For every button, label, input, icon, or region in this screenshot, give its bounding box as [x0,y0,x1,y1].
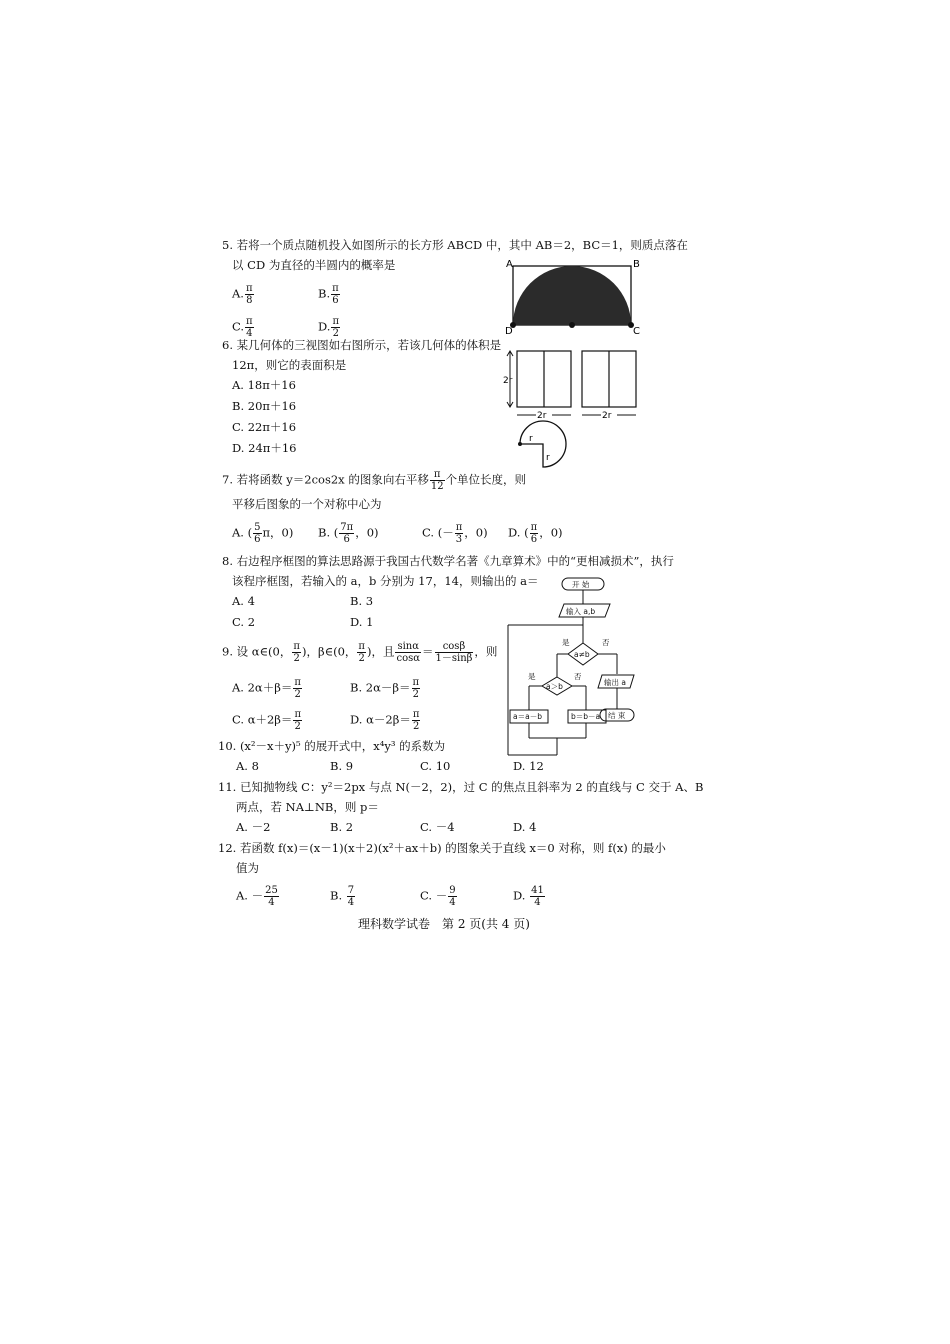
q6-option-c[interactable]: C. 22π＋16 [232,420,297,434]
q7-line1: 7. 若将函数 y＝2cos2x 的图象向右平移 $\frac{\pi}{12}$ 个单位长度，则 [222,469,527,492]
q6-option-a[interactable]: A. 18π＋16 [232,378,296,392]
q6-r2-label: r [546,453,550,463]
q6-three-view-figure [500,344,650,484]
q6-width2-label: 2r [602,411,612,421]
q10-line1: 10. (x²－x＋y)⁵ 的展开式中，x⁴y³ 的系数为 [218,739,446,753]
q9-option-a[interactable]: A. 2α＋β＝ $\frac{\pi}{2}$ [232,677,301,700]
q5-label-c: C [633,326,640,336]
q12-line1: 12. 若函数 f(x)＝(x－1)(x＋2)(x²＋ax＋b) 的图象关于直线 x＝0 对称，则 f(x) 的最小 [218,841,666,855]
q11-option-b[interactable]: B. 2 [330,820,354,834]
q6-option-b[interactable]: B. 20π＋16 [232,399,297,413]
q5-label-d: D [505,326,513,336]
q11-option-c[interactable]: C. －4 [420,820,455,834]
q11-option-a[interactable]: A. －2 [236,820,271,834]
q5-rectangle-figure [500,256,650,336]
q8-option-a[interactable]: A. 4 [232,594,255,608]
q6-r1-label: r [529,434,533,444]
q9-option-c[interactable]: C. α＋2β＝ $\frac{\pi}{2}$ [232,709,302,732]
q5-label-b: B [633,259,640,270]
q6-line2: 12π，则它的表面积是 [232,358,347,372]
flow-yes1: 是 [562,638,570,647]
q7-option-d[interactable]: D. ( $\frac{\pi}{6}$ ，0) [508,522,563,545]
q7-option-a[interactable]: A. ( $\frac{5}{6}$ π，0) [232,522,294,545]
q10-option-d[interactable]: D. 12 [513,759,544,773]
q8-line1: 8. 右边程序框图的算法思路源于我国古代数学名著《九章算术》中的“更相减损术”，执行 [222,554,674,568]
q10-option-b[interactable]: B. 9 [330,759,354,773]
flow-cond2: a＞b [546,682,563,691]
q6-width1-label: 2r [537,411,547,421]
flow-assign1: a＝a－b [513,712,542,721]
flow-input: 输入 a,b [566,607,596,616]
q12-option-c[interactable]: C. － $\frac{9}{4}$ [420,885,456,908]
q7-option-c[interactable]: C. (－ $\frac{\pi}{3}$ ，0) [422,522,488,545]
flow-no2: 否 [574,672,582,681]
q9-option-b[interactable]: B. 2α－β＝ $\frac{\pi}{2}$ [350,677,420,700]
q7-line2: 平移后图象的一个对称中心为 [232,497,382,511]
q5-option-b[interactable]: B. $\frac{\pi}{6}$ [318,283,339,306]
page-footer: 理科数学试卷 第 2 页(共 4 页) [358,917,530,931]
q5-semicircle [513,266,631,325]
flow-cond1: a≠b [574,650,590,659]
q12-option-b[interactable]: B. $\frac{7}{4}$ [330,885,355,908]
q5-label-a: A [506,259,513,270]
q8-option-b[interactable]: B. 3 [350,594,374,608]
q6-height-label: 2r [503,376,513,386]
q5-line1: 5. 若将一个质点随机投入如图所示的长方形 ABCD 中，其中 AB＝2，BC＝1，则质点落在 [222,238,688,252]
flow-assign2: b＝b－a [571,712,601,721]
q5-option-d[interactable]: D. $\frac{\pi}{2}$ [318,316,340,339]
q9-stem: 9. 设 α∈(0， $\frac{\pi}{2}$ )，β∈(0， $\frac{\pi}{2}$ )，且 $\frac{\sin\alpha}{\cos\alpha}$ ＝ $\frac{\cos\beta}{1-\sin\beta}$ ，则 [222,641,498,664]
q8-flowchart [502,573,642,758]
flow-end: 结 束 [608,711,626,720]
q5-option-c[interactable]: C. $\frac{\pi}{4}$ [232,316,253,339]
flow-yes2: 是 [528,672,536,681]
q11-option-d[interactable]: D. 4 [513,820,537,834]
q8-line2: 该程序框图，若输入的 a，b 分别为 17，14，则输出的 a＝ [232,574,539,588]
q11-line1: 11. 已知抛物线 C：y²＝2px 与点 N(－2，2)，过 C 的焦点且斜率为 2 的直线与 C 交于 A、B [218,780,704,794]
q9-option-d[interactable]: D. α－2β＝ $\frac{\pi}{2}$ [350,709,420,732]
flow-no1: 否 [602,638,610,647]
q12-option-a[interactable]: A. － $\frac{25}{4}$ [236,885,278,908]
q5-option-a[interactable]: A. $\frac{\pi}{8}$ [232,283,253,306]
q6-option-d[interactable]: D. 24π＋16 [232,441,297,455]
q11-line2: 两点，若 NA⊥NB，则 p＝ [236,800,379,814]
q12-option-d[interactable]: D. $\frac{41}{4}$ [513,885,544,908]
q6-line1: 6. 某几何体的三视图如右图所示，若该几何体的体积是 [222,338,502,352]
flow-start: 开 始 [572,580,590,589]
q10-option-a[interactable]: A. 8 [236,759,259,773]
q8-option-d[interactable]: D. 1 [350,615,374,629]
q8-option-c[interactable]: C. 2 [232,615,256,629]
q12-line2: 值为 [236,861,259,875]
q5-line2: 以 CD 为直径的半圆内的概率是 [232,258,396,272]
flow-output: 输出 a [604,678,626,687]
q10-option-c[interactable]: C. 10 [420,759,451,773]
q7-option-b[interactable]: B. ( $\frac{7\pi}{6}$ ，0) [318,522,379,545]
